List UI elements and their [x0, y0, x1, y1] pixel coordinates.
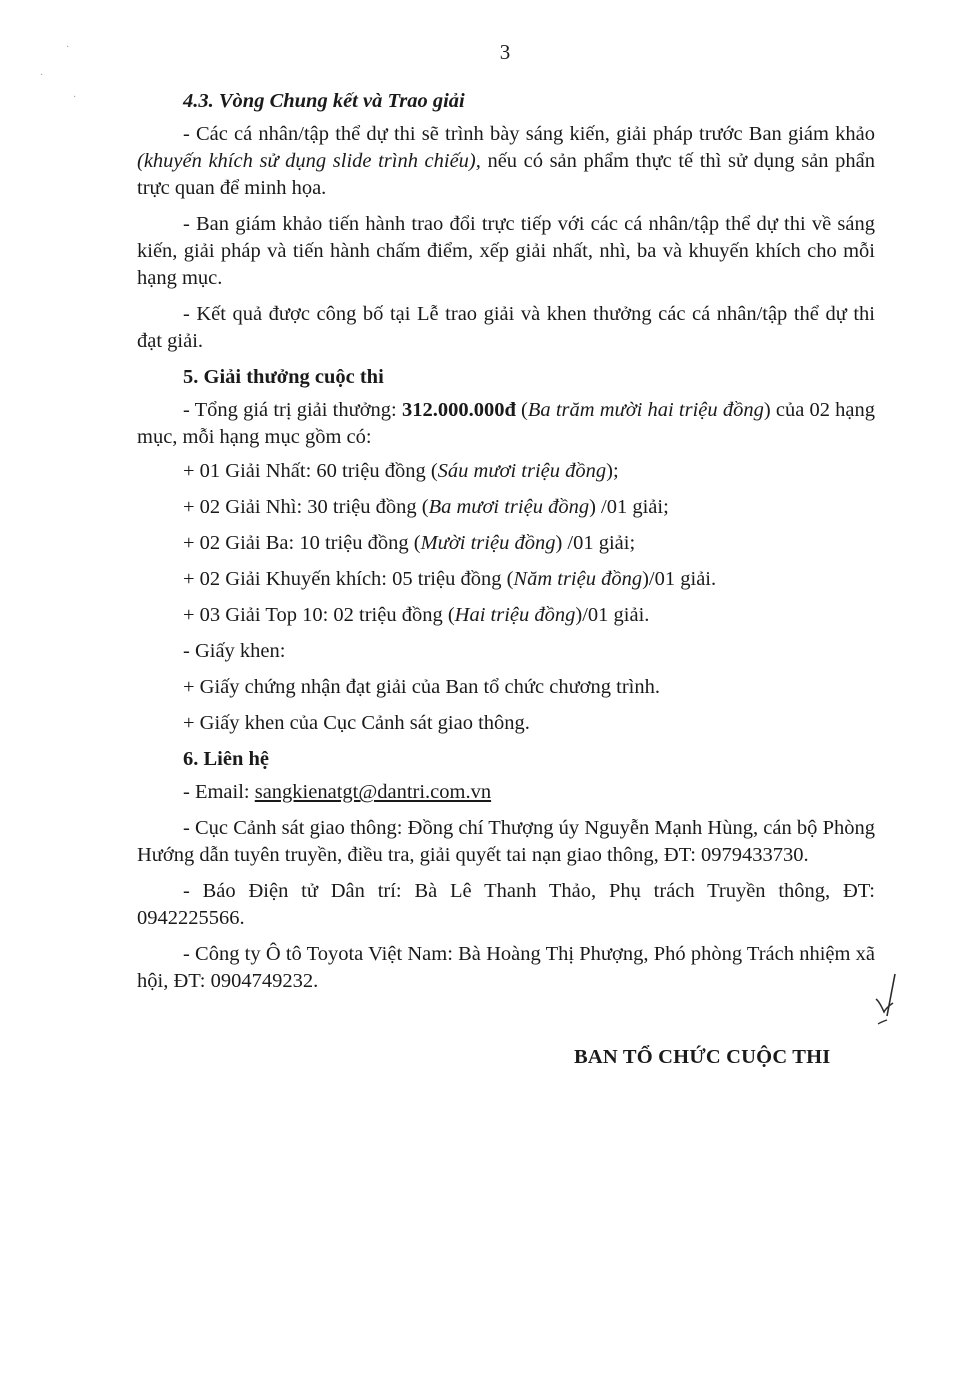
- email-link[interactable]: sangkienatgt@dantri.com.vn: [254, 781, 492, 803]
- prize-total-value: 312.000.000đ: [401, 399, 516, 421]
- text-run: )/01 giải.: [642, 568, 717, 590]
- prize-item: [137, 602, 875, 629]
- document-body: [137, 88, 875, 1004]
- text-run: + 03 Giải Top 10: 02 triệu đồng (: [183, 604, 455, 626]
- paragraph-total-prize: [137, 397, 875, 451]
- text-run: + 02 Giải Nhì: 30 triệu đồng (: [183, 496, 429, 518]
- scan-speck: ·: [66, 42, 70, 53]
- text-run: ) /01 giải;: [589, 496, 669, 518]
- text-run: nếu có sản phẩm thực tế thì sử dụng sản phẩn trực quan để minh họa.: [137, 150, 875, 199]
- text-run: + 02 Giải Khuyến khích: 05 triệu đồng (: [183, 568, 514, 590]
- prize-item: [137, 494, 875, 521]
- scan-speck: ·: [40, 70, 44, 81]
- certificate-item: + Giấy khen của Cục Cảnh sát giao thông.: [183, 712, 530, 734]
- section-4-3-title: 4.3. Vòng Chung kết và Trao giải: [183, 90, 465, 112]
- text-run: - Các cá nhân/tập thể dự thi sẽ trình bày sáng kiến, giải pháp trước Ban giám khảo: [183, 123, 875, 145]
- prize-item: [137, 458, 875, 485]
- paragraph-presentation: [137, 121, 875, 202]
- email-line: [137, 779, 875, 806]
- contact-toyota: - Công ty Ô tô Toyota Việt Nam: Bà Hoàng Thị Phượng, Phó phòng Trách nhiệm xã hội, ĐT: 0904749232.: [137, 943, 875, 992]
- section-5-title: 5. Giải thưởng cuộc thi: [183, 366, 384, 388]
- contact-police: - Cục Cảnh sát giao thông: Đồng chí Thượng úy Nguyễn Mạnh Hùng, cán bộ Phòng Hướng dẫn tuyên truyền, điều tra, giải quyết tai nạn giao thông, ĐT: 0979433730.: [137, 817, 875, 866]
- prize-item: [137, 566, 875, 593]
- prize-item: [137, 530, 875, 557]
- text-run: (: [515, 399, 528, 421]
- initials-mark: [868, 972, 902, 1028]
- text-run: ) /01 giải;: [555, 532, 636, 554]
- certificate-item: + Giấy chứng nhận đạt giải của Ban tổ chức chương trình.: [183, 676, 660, 698]
- text-run-italic: Sáu mươi triệu đồng: [437, 460, 607, 482]
- text-run: + 02 Giải Ba: 10 triệu đồng (: [183, 532, 421, 554]
- text-run-italic: Năm triệu đồng: [513, 568, 643, 590]
- section-6-title: 6. Liên hệ: [183, 748, 269, 770]
- text-run: - Tổng giá trị giải thưởng:: [183, 399, 402, 421]
- text-run: ) của 02 hạng mục, mỗi hạng mục gồm có:: [137, 399, 876, 448]
- text-run: );: [606, 460, 619, 482]
- certificate-heading: - Giấy khen:: [183, 640, 286, 662]
- paragraph-results: - Kết quả được công bố tại Lễ trao giải và khen thưởng các cá nhân/tập thể dự thi đạt giải.: [137, 303, 875, 352]
- organizer-signature: BAN TỔ CHỨC CUỘC THI: [574, 1046, 831, 1068]
- text-run-italic: Mười triệu đồng: [420, 532, 556, 554]
- text-run: )/01 giải.: [575, 604, 650, 626]
- text-run-italic: (khuyến khích sử dụng slide trình chiếu),: [137, 150, 481, 172]
- text-run-italic: Ba trăm mười hai triệu đồng: [527, 399, 764, 421]
- paragraph-judging: - Ban giám khảo tiến hành trao đổi trực tiếp với các cá nhân/tập thể dự thi về sáng kiến, giải pháp và tiến hành chấm điểm, xếp giải nhất, nhì, ba và khuyến khích cho mỗi hạng mục.: [137, 213, 875, 289]
- text-run-italic: Hai triệu đồng: [454, 604, 576, 626]
- text-run: + 01 Giải Nhất: 60 triệu đồng (: [183, 460, 438, 482]
- text-run-italic: Ba mươi triệu đồng: [428, 496, 590, 518]
- email-label: - Email:: [183, 781, 255, 803]
- scan-speck: ·: [73, 92, 77, 103]
- page-number: 3: [499, 40, 511, 64]
- contact-dantri: - Báo Điện tử Dân trí: Bà Lê Thanh Thảo, Phụ trách Truyền thông, ĐT: 0942225566.: [137, 880, 875, 929]
